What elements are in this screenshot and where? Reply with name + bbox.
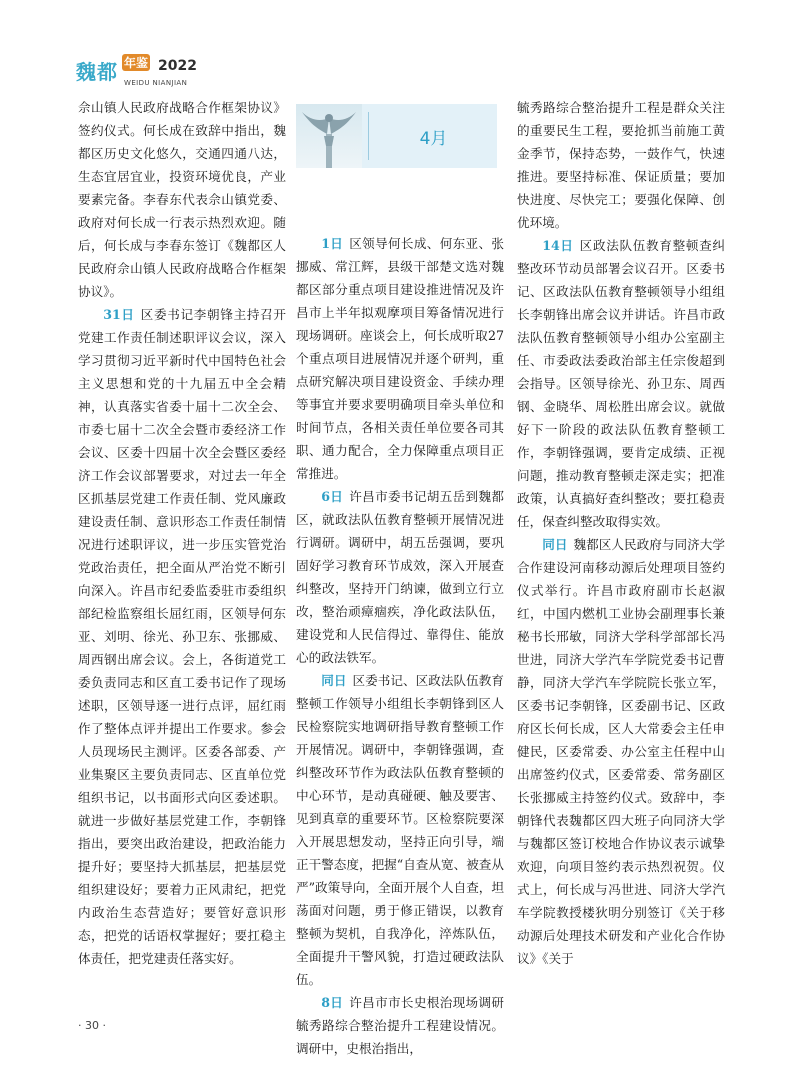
entry-date: 14日	[542, 238, 574, 253]
yearbook-logo	[76, 50, 276, 90]
logo-subtitle: WEIDU NIANJIAN	[124, 79, 188, 87]
entry-text: 魏都区人民政府与同济大学合作建设河南移动源后处理项目签约仪式举行。许昌市政府副市长赵淑红，中国内燃机工业协会副理事长兼秘书长邢敏，同济大学科学部部长冯世进，同济大学汽车学院党委书记曹静，同济大学汽车学院院长张立军，区委书记李朝锋，区委副书记、区政府区长何长成，区人大常委会主任申健民，区委常委、办公室主任程中山出席签约仪式，区委常委、常务副区长张挪威主持签约仪式。致辞中，李朝锋代表魏都区四大班子向同济大学与魏都区签订校地合作协议表示诚挚欢迎，向项目签约表示热烈祝贺。仪式上，何长成与冯世进、同济大学汽车学院教授楼狄明分别签订《关于移动源后处理技术研发和产业化合作协议》《关于	[517, 537, 726, 966]
entry-date: 6日	[321, 489, 344, 504]
chronicle-entry	[78, 303, 286, 970]
entry-text: 许昌市市长史根治现场调研毓秀路综合整治提升工程建设情况。调研中，史根治指出，	[296, 995, 505, 1056]
entry-date: 1日	[321, 236, 344, 251]
page-number: · 30 ·	[78, 1019, 106, 1032]
chronicle-entry	[296, 991, 504, 1060]
entry-text: 区领导何长成、何东亚、张挪威、常江辉，县级干部楚文选对魏都区部分重点项目建设推进情况及许昌市上半年拟观摩项目筹备情况进行现场调研。座谈会上，何长成听取27个重点项目进展情况并逐个研判，重点研究解决项目建设资金、手续办理等事宜并要求要明确项目牵头单位和时间节点，各相关责任单位要各司其职、通力配合，全力保障重点项目正常推进。	[296, 236, 505, 481]
text-column-2	[296, 232, 504, 1060]
entry-date: 8日	[321, 995, 344, 1010]
month-label: 4月	[419, 129, 448, 149]
logo-title: 魏都	[76, 60, 118, 84]
chronicle-entry	[517, 234, 725, 533]
month-divider	[368, 112, 369, 160]
chronicle-entry	[517, 533, 725, 970]
month-header	[296, 104, 497, 168]
chronicle-entry	[517, 96, 725, 234]
entry-text: 区政法队伍教育整顿查纠整改环节动员部署会议召开。区委书记、区政法队伍教育整顿领导小组组长李朝锋出席会议并讲话。许昌市政法队伍教育整顿领导小组办公室副主任、市委政法委政治部主任宗俊超到会指导。区领导徐光、孙卫东、周西钢、金晓华、周松胜出席会议。就做好下一阶段的政法队伍教育整顿工作，李朝锋强调，要肯定成绩、正视问题，推动教育整顿走深走实；把准政策，认真搞好查纠整改；要扛稳责任，保查纠整改取得实效。	[517, 238, 725, 529]
logo-badge: 年鉴	[124, 56, 149, 70]
logo-year: 2022	[158, 58, 197, 74]
entry-text: 许昌市委书记胡五岳到魏都区，就政法队伍教育整顿开展情况进行调研。调研中，胡五岳强调，要巩固好学习教育环节成效，深入开展查纠整改，坚持开门纳谏，做到立行立改，整治顽瘴痼疾，净化政法队伍，建设党和人民信得过、靠得住、能放心的政法铁军。	[296, 489, 505, 665]
entry-text: 佘山镇人民政府战略合作框架协议》签约仪式。何长成在致辞中指出，魏都区历史文化悠久，交通四通八达，生态宜居宜业，投资环境优良，产业要素完备。李春东代表佘山镇党委、政府对何长成一行表示热烈欢迎。随后，何长成与李春东签订《魏都区人民政府佘山镇人民政府战略合作框架协议》。	[78, 100, 286, 299]
chronicle-entry	[296, 669, 504, 991]
entry-text: 区委书记李朝锋主持召开党建工作责任制述职评议会议，深入学习贯彻习近平新时代中国特色社会主义思想和党的十九届五中全会精神，认真落实省委十届十二次全会、市委七届十二次全会暨市委经济工作会议、区委十四届十次全会暨区委经济工作会议部署要求，对过去一年全区抓基层党建工作责任制、党风廉政建设责任制、意识形态工作责任制情况进行述职评议，进一步压实管党治党政治责任，把全面从严治党不断引向深入。许昌市纪委监委驻市委组织部纪检监察组长屈红雨，区领导何东亚、刘明、徐光、孙卫东、张挪威、周西钢出席会议。会上，各街道党工委负责同志和区直工委书记作了现场述职，区领导逐一进行点评，屈红雨作了整体点评并提出工作要求。参会人员现场民主测评。区委各部委、产业集聚区主要负责同志、区直单位党组织书记，以书面形式向区委述职。就进一步做好基层党建工作，李朝锋指出，要突出政治建设，把政治能力提升好；要坚持大抓基层，把基层党组织建设好；要着力正风肃纪，把党内政治生态营造好；要管好意识形态，把党的话语权掌握好；要扛稳主体责任，把党建责任落实好。	[78, 307, 286, 966]
sculpture-photo	[296, 104, 362, 168]
entry-date: 31日	[103, 307, 135, 322]
text-column-1	[78, 96, 286, 970]
entry-date: 同日	[321, 673, 347, 688]
entry-text: 区委书记、区政法队伍教育整顿工作领导小组组长李朝锋到区人民检察院实地调研指导教育整顿工作开展情况。调研中，李朝锋强调，查纠整改环节作为政法队伍教育整顿的中心环节，是动真碰硬、触及要害、见到真章的重要环节。区检察院要深入开展思想发动，坚持正向引导，端正干警态度，把握“自查从宽、被查从严”政策导向，全面开展个人自查，坦荡面对问题，勇于修正错误，以教育整顿为契机，自我净化，淬炼队伍，全面提升干警风貌，打造过硬政法队伍。	[296, 673, 505, 987]
chronicle-entry	[78, 96, 286, 303]
chronicle-entry	[296, 232, 504, 485]
entry-date: 同日	[542, 537, 568, 552]
text-column-3	[517, 96, 725, 970]
chronicle-entry	[296, 485, 504, 669]
entry-text: 毓秀路综合整治提升工程是群众关注的重要民生工程，要抢抓当前施工黄金季节，保持态势，一鼓作气，快速推进。要坚持标准、保证质量；要加快进度、尽快完工；要强化保障、创优环境。	[517, 100, 725, 230]
